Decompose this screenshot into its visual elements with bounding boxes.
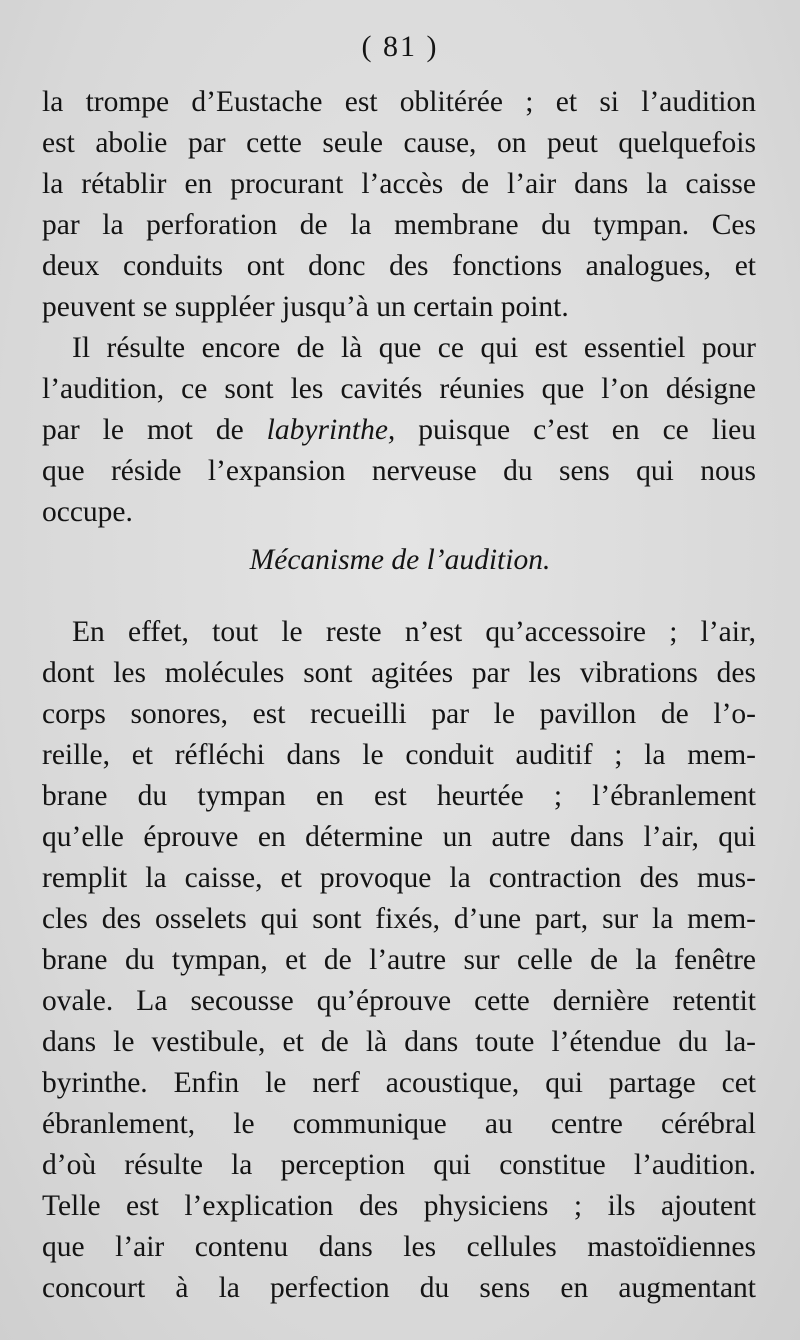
text-line: concourt à la perfection du sens en augmentant (42, 1272, 756, 1304)
text-line: Il résulte encore de là que ce qui est essentiel pour (72, 332, 756, 364)
text-line: la trompe d’Eustache est oblitérée ; et si l’audition (42, 86, 756, 118)
text-line: brane du tympan, et de l’autre sur celle de la fenêtre (42, 944, 756, 976)
text-line: qu’elle éprouve en détermine un autre dans l’air, qui (42, 821, 756, 853)
text-line: Telle est l’explication des physiciens ; ils ajoutent (42, 1190, 756, 1222)
text-line: ébranlement, le communique au centre cérébral (42, 1108, 756, 1140)
italic-term: labyrinthe, (266, 414, 396, 446)
text-line: dans le vestibule, et de là dans toute l’étendue du la- (42, 1026, 756, 1058)
text-line: dont les molécules sont agitées par les vibrations des (42, 657, 756, 689)
text-line: la rétablir en procurant l’accès de l’air dans la caisse (42, 168, 756, 200)
text-line: ovale. La secousse qu’éprouve cette dernière retentit (42, 985, 756, 1017)
text-line-with-italic (42, 410, 756, 450)
text-line: brane du tympan en est heurtée ; l’ébranlement (42, 780, 756, 812)
text-line: peuvent se suppléer jusqu’à un certain point. (42, 291, 569, 323)
text-line: deux conduits ont donc des fonctions analogues, et (42, 250, 756, 282)
text-line: corps sonores, est recueilli par le pavillon de l’o- (42, 698, 756, 730)
text-segment: par le mot de (42, 414, 267, 446)
text-line: remplit la caisse, et provoque la contraction des mus- (42, 862, 756, 894)
text-line: est abolie par cette seule cause, on peut quelquefois (42, 127, 756, 159)
text-line: occupe. (42, 496, 133, 528)
page-number: ( 81 ) (361, 30, 439, 63)
text-segment: puisque c’est en ce lieu (395, 414, 756, 446)
text-line: que réside l’expansion nerveuse du sens qui nous (42, 455, 756, 487)
text-line: byrinthe. Enfin le nerf acoustique, qui partage cet (42, 1067, 756, 1099)
text-line: En effet, tout le reste n’est qu’accessoire ; l’air, (72, 616, 756, 648)
text-line: l’audition, ce sont les cavités réunies que l’on désigne (42, 373, 756, 405)
text-line: que l’air contenu dans les cellules mastoïdiennes (42, 1231, 756, 1263)
section-heading: Mécanisme de l’audition. (249, 544, 551, 576)
text-line: d’où résulte la perception qui constitue l’audition. (42, 1149, 756, 1181)
text-line: cles des osselets qui sont fixés, d’une part, sur la mem- (42, 903, 756, 935)
text-line: reille, et réfléchi dans le conduit auditif ; la mem- (42, 739, 756, 771)
text-line: par la perforation de la membrane du tympan. Ces (42, 209, 756, 241)
